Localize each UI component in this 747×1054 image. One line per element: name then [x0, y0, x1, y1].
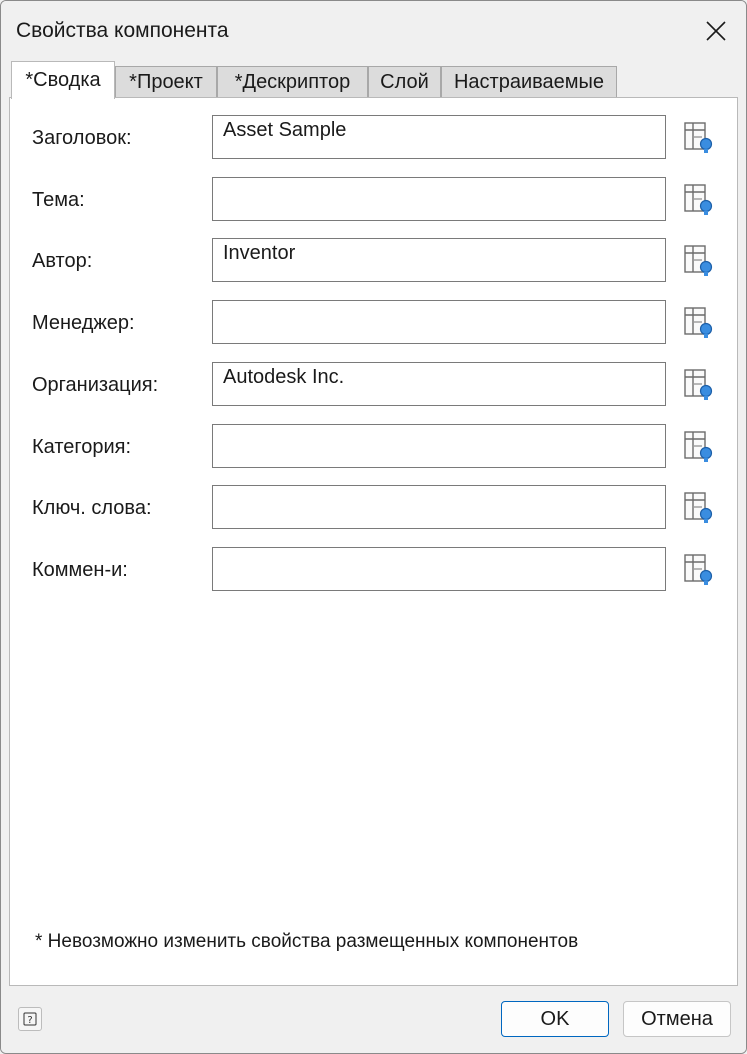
field-row-manager	[10, 300, 737, 346]
field-row-category	[10, 424, 737, 470]
title-bar	[1, 1, 746, 61]
title-label: Заголовок:	[32, 127, 132, 149]
property-link-icon[interactable]	[682, 368, 716, 402]
property-link-icon[interactable]	[682, 121, 716, 155]
manager-label: Менеджер:	[32, 312, 135, 334]
property-link-icon[interactable]	[682, 553, 716, 587]
keywords-field[interactable]	[212, 485, 666, 529]
category-label: Категория:	[32, 436, 132, 458]
tab-descriptor[interactable]: *Дескриптор	[217, 66, 368, 97]
help-icon	[23, 1012, 37, 1026]
property-link-icon[interactable]	[682, 306, 716, 340]
author-label: Автор:	[32, 250, 93, 272]
category-field[interactable]	[212, 424, 666, 468]
tab-summary[interactable]: *Сводка	[11, 61, 115, 99]
comments-label: Коммен-и:	[32, 559, 128, 581]
keywords-label: Ключ. слова:	[32, 497, 152, 519]
field-row-company	[10, 362, 737, 408]
footnote-text: * Невозможно изменить свойства размещенных компонентов	[35, 931, 579, 952]
property-link-icon[interactable]	[682, 491, 716, 525]
comments-field[interactable]	[212, 547, 666, 591]
field-row-keywords	[10, 485, 737, 531]
cancel-button[interactable]: Отмена	[623, 1001, 731, 1037]
title-field[interactable]	[212, 115, 666, 159]
tab-layer[interactable]: Слой	[368, 66, 441, 97]
help-button[interactable]	[18, 1007, 42, 1031]
company-label: Организация:	[32, 374, 159, 396]
close-icon	[705, 20, 727, 42]
author-field[interactable]	[212, 238, 666, 282]
button-bar	[1, 986, 746, 1053]
tab-bar	[9, 61, 738, 99]
ok-button[interactable]: OK	[501, 1001, 609, 1037]
svg-text:?: ?	[27, 1015, 33, 1026]
field-row-author	[10, 238, 737, 284]
field-row-title	[10, 115, 737, 161]
property-link-icon[interactable]	[682, 183, 716, 217]
dialog-title: Свойства компонента	[16, 19, 229, 42]
field-row-subject	[10, 177, 737, 223]
subject-label: Тема:	[32, 189, 85, 211]
subject-field[interactable]	[212, 177, 666, 221]
field-row-comments	[10, 547, 737, 593]
tab-custom[interactable]: Настраиваемые	[441, 66, 617, 97]
company-field[interactable]	[212, 362, 666, 406]
close-button[interactable]	[686, 1, 746, 61]
manager-field[interactable]	[212, 300, 666, 344]
property-link-icon[interactable]	[682, 244, 716, 278]
summary-panel	[9, 98, 738, 986]
property-link-icon[interactable]	[682, 430, 716, 464]
tab-project[interactable]: *Проект	[115, 66, 217, 97]
